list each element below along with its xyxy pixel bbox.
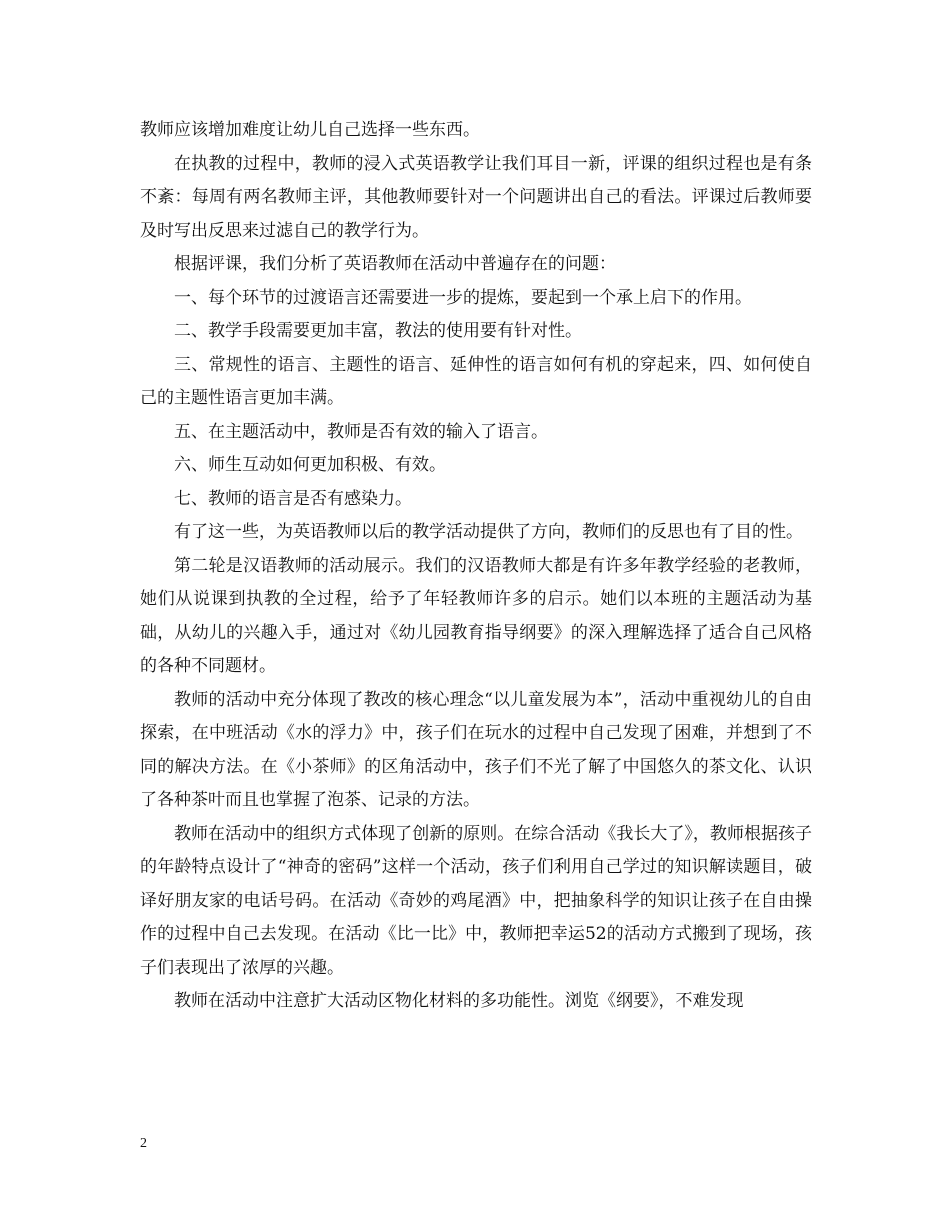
paragraph: 有了这一些，为英语教师以后的教学活动提供了方向，教师们的反思也有了目的性。: [174, 522, 803, 542]
list-item: 二、教学手段需要更加丰富，教法的使用要有针对性。: [174, 321, 582, 341]
page-number: 2: [140, 1136, 147, 1151]
paragraph: 在执教的过程中，教师的浸入式英语教学让我们耳目一新，评课的组织过程也是有条不紊：每周有两名教师主评，其他教师要针对一个问题讲出自己的看法。评课过后教师要及时写出反思来过滤自己的教学行为。: [140, 153, 812, 241]
paragraph: 教师在活动中注意扩大活动区物化材料的多功能性。浏览《纲要》，不难发现: [174, 991, 744, 1011]
document-body: [140, 114, 812, 1019]
paragraph: 根据评课，我们分析了英语教师在活动中普遍存在的问题：: [174, 254, 616, 274]
list-item: 五、在主题活动中，教师是否有效的输入了语言。: [174, 421, 548, 442]
list-item: 七、教师的语言是否有感染力。: [174, 488, 412, 509]
paragraph: 教师在活动中的组织方式体现了创新的原则。在综合活动《我长大了》，教师根据孩子的年龄特点设计了“神奇的密码”这样一个活动，孩子们利用自己学过的知识解读题目，破译好朋友家的电话号码。在活动《奇妙的鸡尾酒》中，把抽象科学的知识让孩子在自由操作的过程中自己去发现。在活动《比一比》中，教师把幸运52的活动方式搬到了现场，孩子们表现出了浓厚的兴趣。: [140, 823, 812, 978]
list-item: 一、每个环节的过渡语言还需要进一步的提炼，要起到一个承上启下的作用。: [174, 287, 752, 308]
paragraph: 教师应该增加难度让幼儿自己选择一些东西。: [140, 120, 480, 140]
paragraph: 教师的活动中充分体现了教改的核心理念“以儿童发展为本”，活动中重视幼儿的自由探索，在中班活动《水的浮力》中，孩子们在玩水的过程中自己发现了困难，并想到了不同的解决方法。在《小茶师》的区角活动中，孩子们不光了解了中国悠久的茶文化、认识了各种茶叶而且也掌握了泡茶、记录的方法。: [140, 689, 812, 810]
list-item: 三、常规性的语言、主题性的语言、延伸性的语言如何有机的穿起来，四、如何使自己的主题性语言更加丰满。: [140, 354, 812, 408]
paragraph: 第二轮是汉语教师的活动展示。我们的汉语教师大都是有许多年教学经验的老教师，她们从说课到执教的全过程，给予了年轻教师许多的启示。她们以本班的主题活动为基础，从幼儿的兴趣入手，通过对《幼儿园教育指导纲要》的深入理解选择了适合自己风格的各种不同题材。: [140, 555, 812, 676]
list-item: 六、师生互动如何更加积极、有效。: [174, 455, 446, 475]
